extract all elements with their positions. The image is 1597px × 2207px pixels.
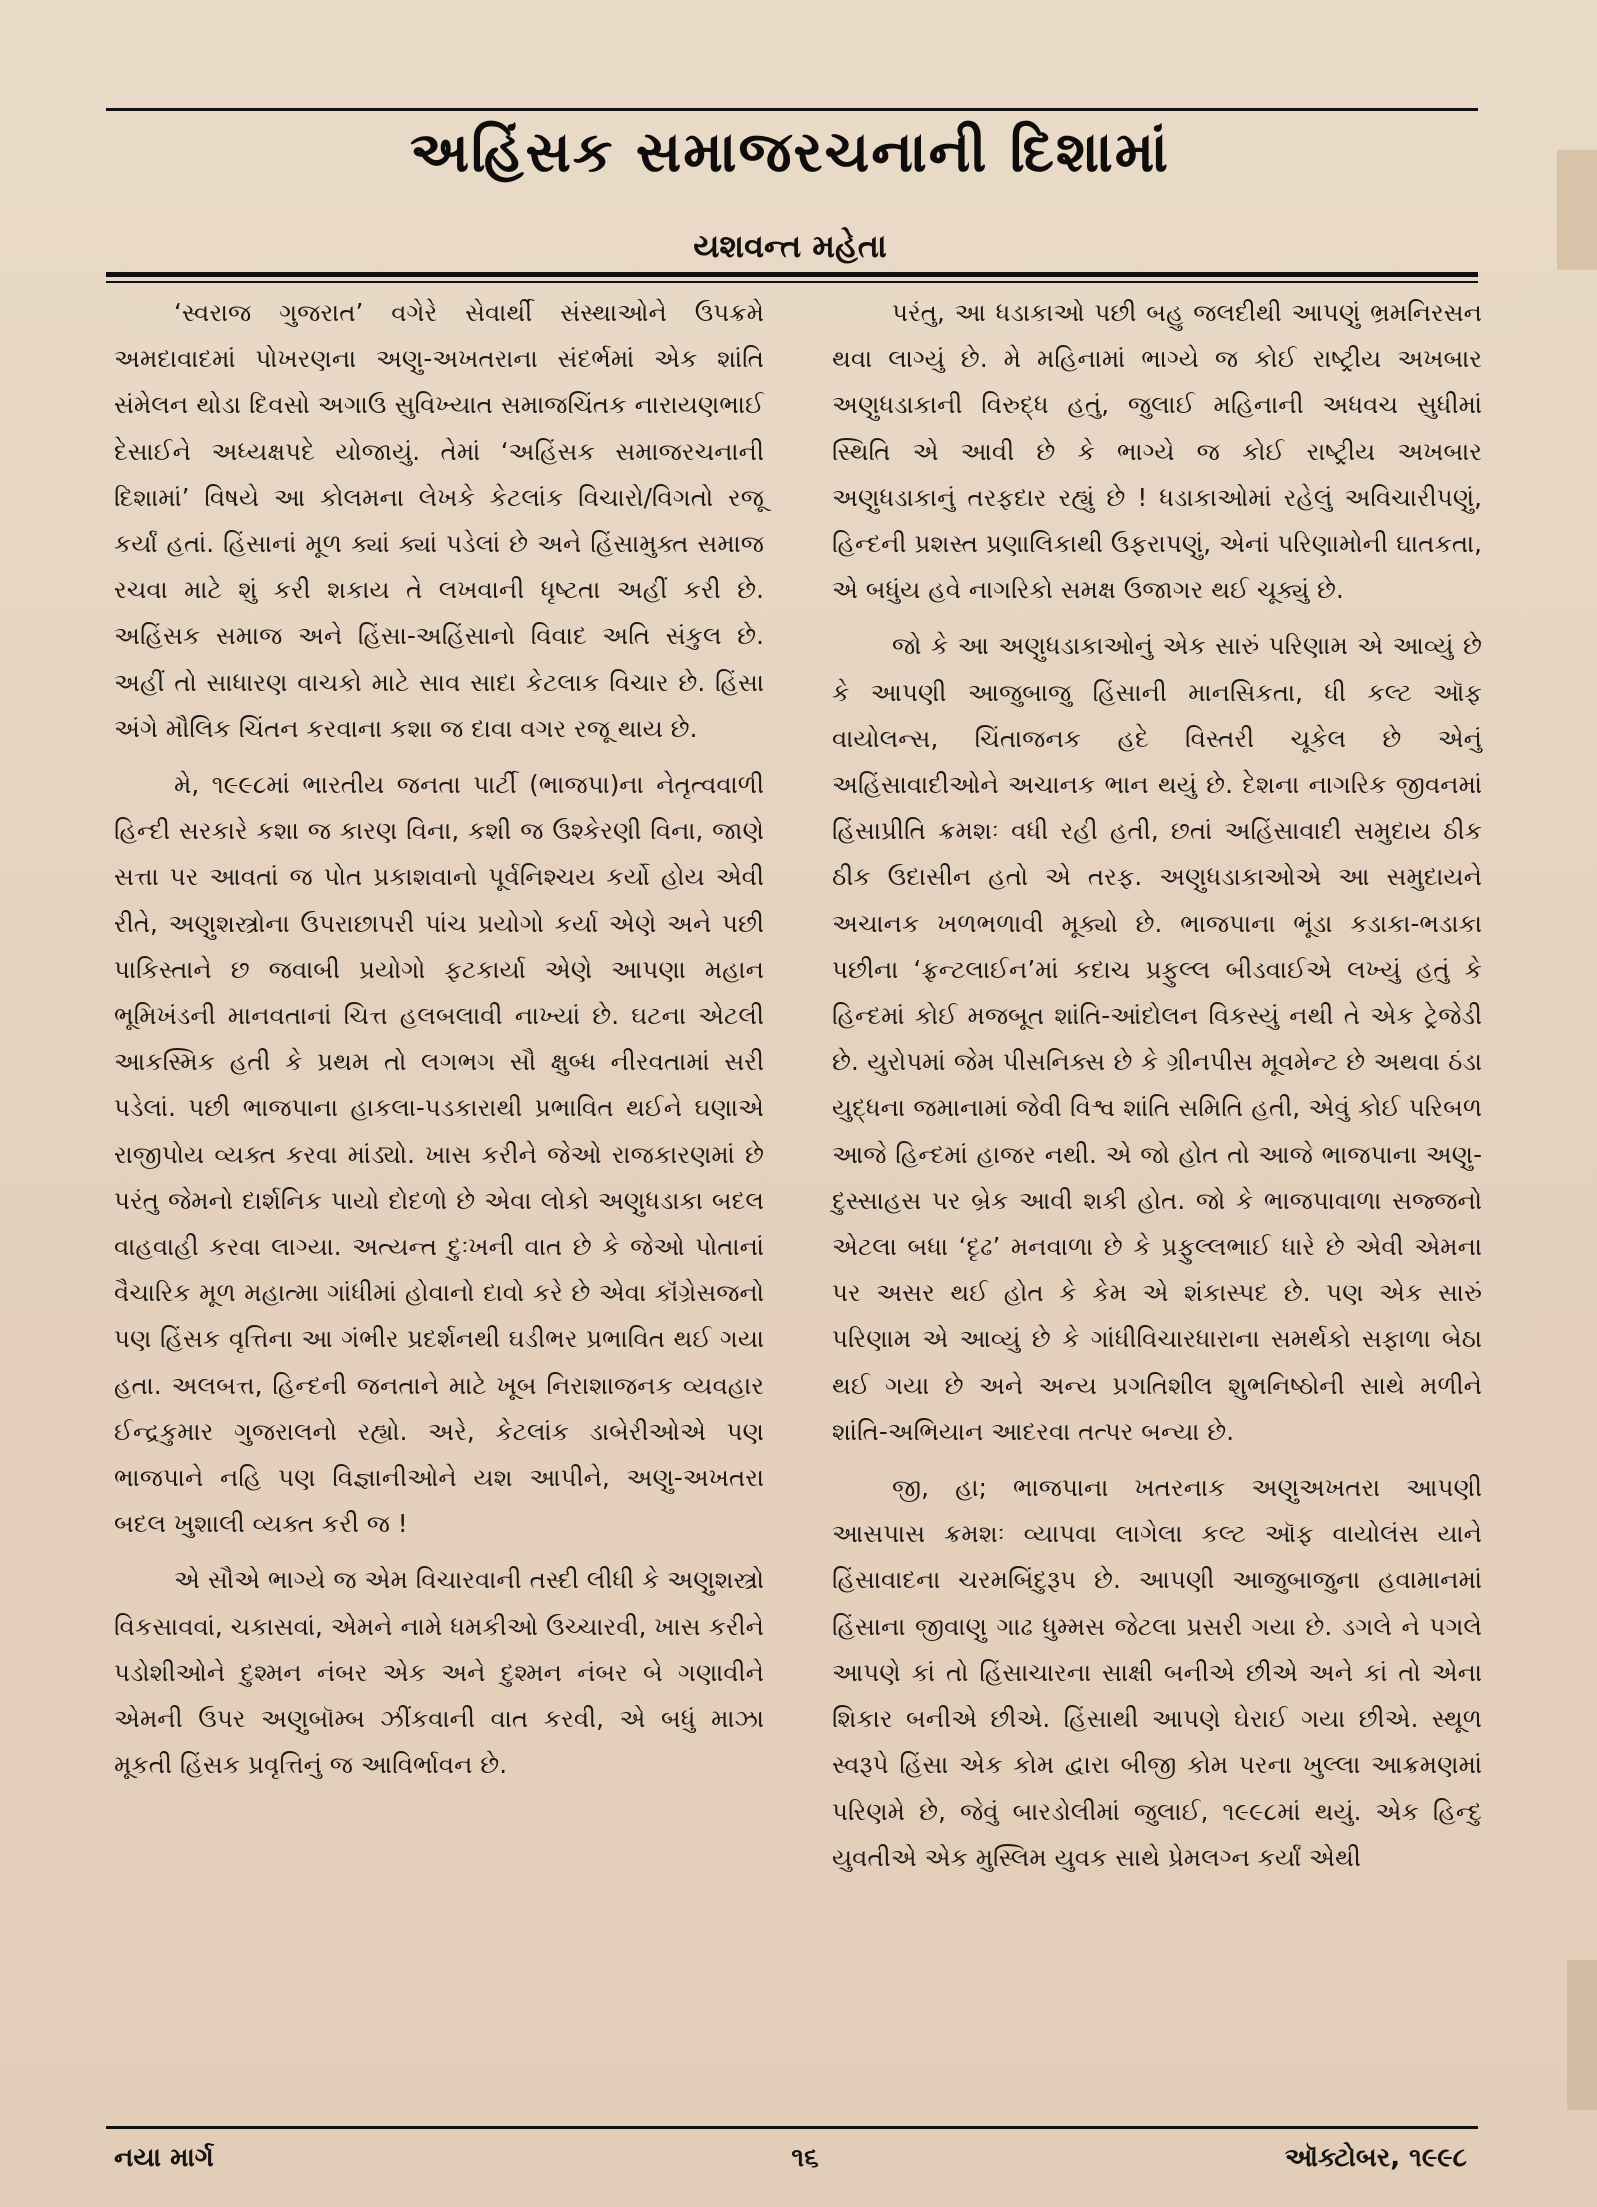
page-number: ૧૬ xyxy=(791,2143,819,2173)
footer-rule xyxy=(106,2126,1478,2129)
article-column-left xyxy=(114,290,764,1789)
article-title: અહિંસક સમાજરચનાની દિશામાં xyxy=(409,120,1171,185)
paragraph: જી, હા; ભાજપાના ખતરનાક અણુઅખતરા આપણી આસપાસ ક્રમશઃ વ્યાપવા લાગેલા કલ્ટ ઑફ વાયોલંસ યાને હિંસાવાદના ચરમબિંદુરૂપ છે. આપણી આજુબાજુના હવામાનમાં હિંસાના જીવાણુ ગાઢ ધુમ્મસ જેટલા પ્રસરી ગયા છે. ડગલે ને પગલે આપણે કાં તો હિંસાચારના સાક્ષી બનીએ છીએ અને કાં તો એના શિકાર બનીએ છીએ. હિંસાથી આપણે ઘેરાઈ ગયા છીએ. સ્થૂળ સ્વરૂપે હિંસા એક કોમ દ્વારા બીજી કોમ પરના ખુલ્લા આક્રમણમાં પરિણમે છે, જેવું બારડોલીમાં જુલાઈ, ૧૯૯૮માં થયું. એક હિન્દુ યુવતીએ એક મુસ્લિમ યુવક સાથે પ્રેમલગ્ન કર્યાં એથી xyxy=(832,1473,1482,1872)
magazine-name: નયા માર્ગ xyxy=(114,2143,214,2173)
author-name: યશવન્ત મહેતા xyxy=(693,227,887,265)
article-column-right xyxy=(832,290,1482,1881)
header-rule-thick xyxy=(106,272,1478,277)
paragraph: એ સૌએ ભાગ્યે જ એમ વિચારવાની તસ્દી લીધી કે અણુશસ્ત્રો વિકસાવવાં, ચકાસવાં, એમને નામે ધમકીઓ ઉચ્ચારવી, ખાસ કરીને પડોશીઓને દુશ્મન નંબર એક અને દુશ્મન નંબર બે ગણાવીને એમની ઉપર અણુબૉમ્બ ઝીંકવાની વાત કરવી, એ બધું માઝા મૂકતી હિંસક પ્રવૃત્તિનું જ આવિર્ભાવન છે. xyxy=(114,1565,764,1780)
torn-edge xyxy=(1557,150,1597,270)
top-rule xyxy=(106,108,1478,111)
paragraph: પરંતુ, આ ધડાકાઓ પછી બહુ જલદીથી આપણું ભ્રમનિરસન થવા લાગ્યું છે. મે મહિનામાં ભાગ્યે જ કોઈ રાષ્ટ્રીય અખબાર અણુધડાકાની વિરુદ્ધ હતું, જુલાઈ મહિનાની અધવચ સુધીમાં સ્થિતિ એ આવી છે કે ભાગ્યે જ કોઈ રાષ્ટ્રીય અખબાર અણુધડાકાનું તરફદાર રહ્યું છે ! ધડાકાઓમાં રહેલું અવિચારીપણું, હિન્દની પ્રશસ્ત પ્રણાલિકાથી ઉફરાપણું, એનાં પરિણામોની ઘાતકતા, એ બધુંય હવે નાગરિકો સમક્ષ ઉજાગર થઈ ચૂક્યું છે. xyxy=(832,298,1482,605)
paragraph: ‘સ્વરાજ ગુજરાત’ વગેરે સેવાર્થી સંસ્થાઓને ઉપક્રમે અમદાવાદમાં પોખરણના અણુ-અખતરાના સંદર્ભમાં એક શાંતિ સંમેલન થોડા દિવસો અગાઉ સુવિખ્યાત સમાજચિંતક નારાયણભાઈ દેસાઈને અધ્યક્ષપદે યોજાયું. તેમાં ‘અહિંસક સમાજરચનાની દિશામાં’ વિષયે આ કોલમના લેખકે કેટલાંક વિચારો/વિગતો રજૂ કર્યાં હતાં. હિંસાનાં મૂળ ક્યાં ક્યાં પડેલાં છે અને હિંસામુક્ત સમાજ રચવા માટે શું કરી શકાય તે લખવાની ધૃષ્ટતા અહીં કરી છે. અહિંસક સમાજ અને હિંસા-અહિંસાનો વિવાદ અતિ સંકુલ છે. અહીં તો સાધારણ વાચકો માટે સાવ સાદા કેટલાક વિચાર છે. હિંસા અંગે મૌલિક ચિંતન કરવાના કશા જ દાવા વગર રજૂ થાય છે. xyxy=(114,298,765,743)
header-rule-thin xyxy=(106,281,1478,283)
issue-date: ઑક્ટોબર, ૧૯૯૮ xyxy=(1284,2143,1467,2173)
paragraph: જો કે આ અણુધડાકાઓનું એક સારું પરિણામ એ આવ્યું છે કે આપણી આજુબાજુ હિંસાની માનસિકતા, ધી કલ્ટ ઑફ વાયોલન્સ, ચિંતાજનક હદે વિસ્તરી ચૂકેલ છે એનું અહિંસાવાદીઓને અચાનક ભાન થયું છે. દેશના નાગરિક જીવનમાં હિંસાપ્રીતિ ક્રમશઃ વધી રહી હતી, છતાં અહિંસાવાદી સમુદાય ઠીક ઠીક ઉદાસીન હતો એ તરફ. અણુધડાકાઓએ આ સમુદાયને અચાનક ખળભળાવી મૂક્યો છે. ભાજપાના ભૂંડા કડાકા-ભડાકા પછીના ‘ફ્રન્ટલાઈન’માં કદાચ પ્રફુલ્લ બીડવાઈએ લખ્યું હતું કે હિન્દમાં કોઈ મજબૂત શાંતિ-આંદોલન વિકસ્યું નથી તે એક ટ્રેજેડી છે. યુરોપમાં જેમ પીસનિક્સ છે કે ગ્રીનપીસ મૂવમેન્ટ છે અથવા ઠંડા યુદ્ધના જમાનામાં જેવી વિશ્વ શાંતિ સમિતિ હતી, એવું કોઈ પરિબળ આજે હિન્દમાં હાજર નથી. એ જો હોત તો આજે ભાજપાના અણુ-દુસ્સાહસ પર બ્રેક આવી શકી હોત. જો કે ભાજપાવાળા સજ્જનો એટલા બધા ‘દૃઢ’ મનવાળા છે કે પ્રફુલ્લભાઈ ધારે છે એવી એમના પર અસર થઈ હોત કે કેમ એ શંકાસ્પદ છે. પણ એક સારું પરિણામ એ આવ્યું છે કે ગાંધીવિચારધારાના સમર્થકો સફાળા બેઠા થઈ ગયા છે અને અન્ય પ્રગતિશીલ શુભનિષ્ઠોની સાથે મળીને શાંતિ-અભિયાન આદરવા તત્પર બન્યા છે. xyxy=(832,631,1482,1446)
paragraph: મે, ૧૯૯૮માં ભારતીય જનતા પાર્ટી (ભાજપા)ના નેતૃત્વવાળી હિન્દી સરકારે કશા જ કારણ વિના, કશી જ ઉશ્કેરણી વિના, જાણે સત્તા પર આવતાં જ પોત પ્રકાશવાનો પૂર્વનિશ્ચય કર્યો હોય એવી રીતે, અણુશસ્ત્રોના ઉપરાછાપરી પાંચ પ્રયોગો કર્યા એણે અને પછી પાકિસ્તાને છ જવાબી પ્રયોગો ફટકાર્યા એણે આપણા મહાન ભૂમિખંડની માનવતાનાં ચિત્ત હલબલાવી નાખ્યાં છે. ઘટના એટલી આકસ્મિક હતી કે પ્રથમ તો લગભગ સૌ ક્ષુબ્ધ નીરવતામાં સરી પડેલાં. પછી ભાજપાના હાકલા-પડકારાથી પ્રભાવિત થઈને ઘણાએ રાજીપોય વ્યક્ત કરવા માંડ્યો. ખાસ કરીને જેઓ રાજકારણમાં છે પરંતુ જેમનો દાર્શનિક પાયો દોદળો છે એવા લોકો અણુધડાકા બદલ વાહવાહી કરવા લાગ્યા. અત્યન્ત દુઃખની વાત છે કે જેઓ પોતાનાં વૈચારિક મૂળ મહાત્મા ગાંધીમાં હોવાનો દાવો કરે છે એવા કૉંગ્રેસજનો પણ હિંસક વૃત્તિના આ ગંભીર પ્રદર્શનથી ઘડીભર પ્રભાવિત થઈ ગયા હતા. અલબત્ત, હિન્દની જનતાને માટે ખૂબ નિરાશાજનક વ્યવહાર ઈન્દ્રકુમાર ગુજરાલનો રહ્યો. અરે, કેટલાંક ડાબેરીઓએ પણ ભાજપાને નહિ પણ વિજ્ઞાનીઓને યશ આપીને, અણુ-અખતરા બદલ ખુશાલી વ્યક્ત કરી જ ! xyxy=(114,770,765,1539)
torn-edge xyxy=(1567,1960,1597,2110)
